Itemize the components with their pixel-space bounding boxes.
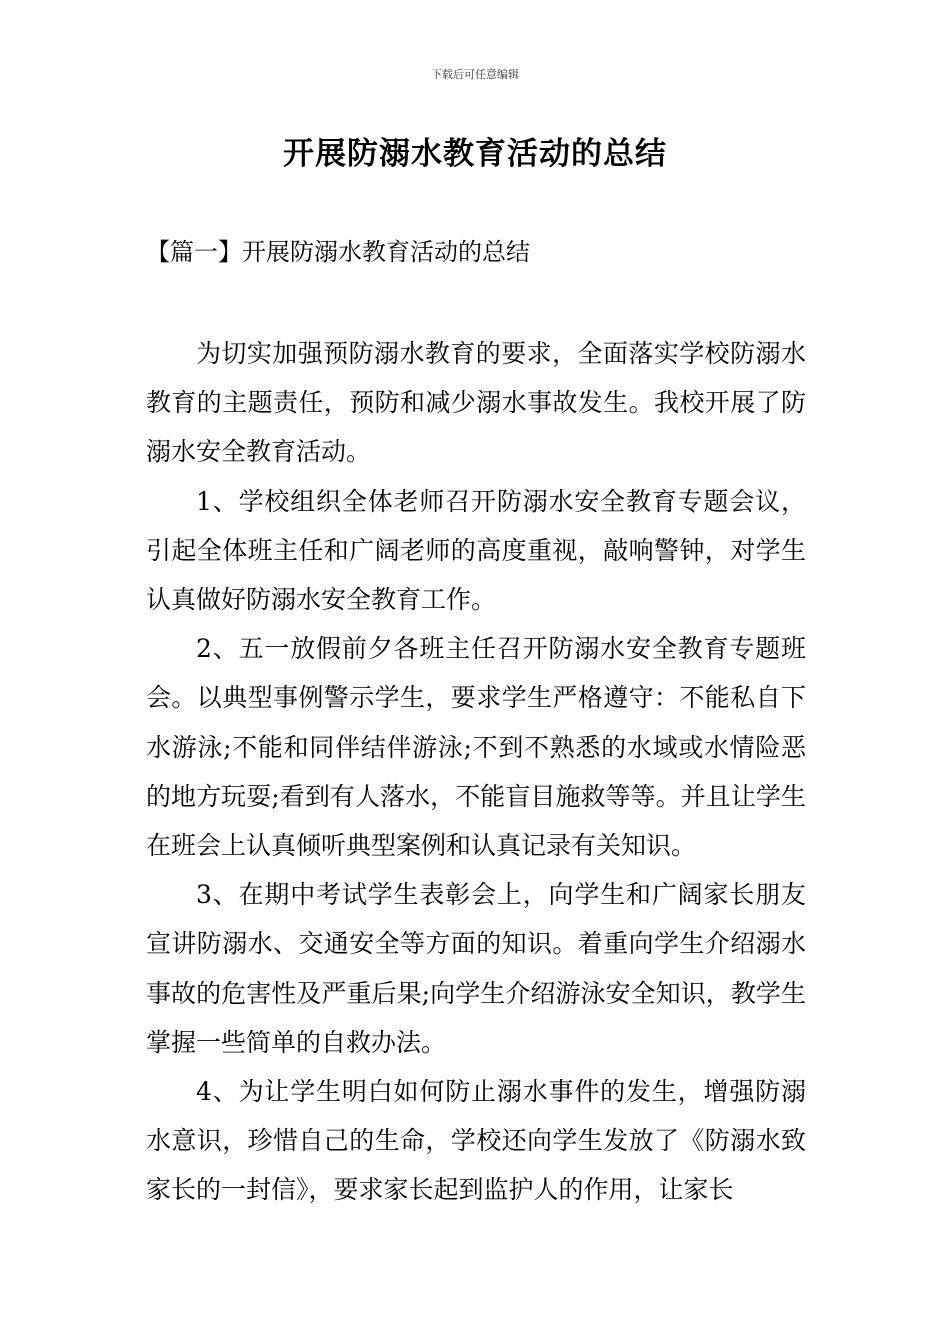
body-text: [146, 329, 806, 1215]
section-heading: 【篇一】开展防溺水教育活动的总结: [146, 238, 530, 266]
document-title: 开展防溺水教育活动的总结: [283, 136, 667, 172]
paragraph-item-4: 4、为让学生明白如何防止溺水事件的发生，增强防溺水意识，珍惜自己的生命，学校还向学生发放了《防溺水致家长的一封信》，要求家长起到监护人的作用，让家长: [146, 1077, 806, 1205]
paragraph-item-2: 2、五一放假前夕各班主任召开防溺水安全教育专题班会。以典型事例警示学生，要求学生严格遵守：不能私自下水游泳;不能和同伴结伴游泳;不到不熟悉的水域或水情险恶的地方玩耍;看到有人落水，不能盲目施救等等。并且让学生在班会上认真倾听典型案例和认真记录有关知识。: [146, 634, 806, 861]
paragraph-item-1: 1、学校组织全体老师召开防溺水安全教育专题会议，引起全体班主任和广阔老师的高度重视，敲响警钟，对学生认真做好防溺水安全教育工作。: [146, 486, 806, 615]
paragraph-item-3: 3、在期中考试学生表彰会上，向学生和广阔家长朋友宣讲防溺水、交通安全等方面的知识。着重向学生介绍溺水事故的危害性及严重后果;向学生介绍游泳安全知识，教学生掌握一些简单的自救办法。: [146, 880, 806, 1057]
paragraph-intro: 为切实加强预防溺水教育的要求，全面落实学校防溺水教育的主题责任，预防和减少溺水事故发生。我校开展了防溺水安全教育活动。: [146, 339, 806, 467]
header-note: 下载后可任意编辑: [431, 68, 519, 81]
